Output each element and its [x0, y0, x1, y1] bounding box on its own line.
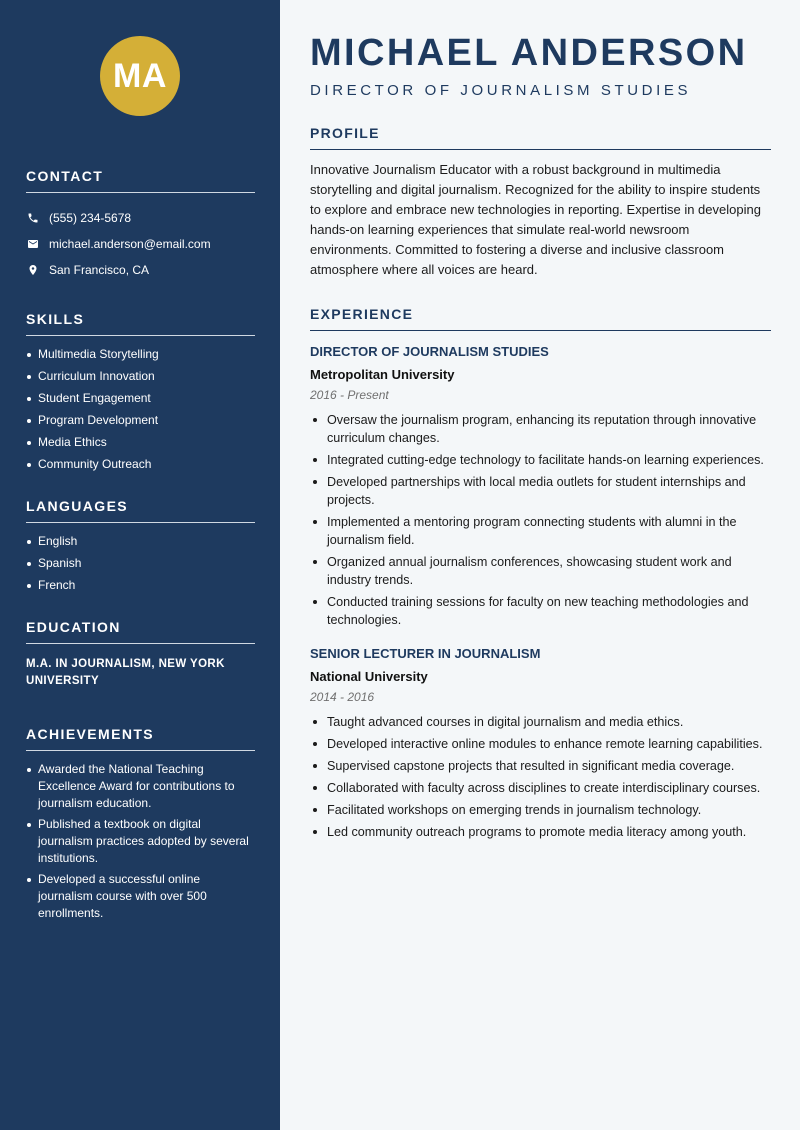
phone-icon — [26, 211, 40, 225]
languages-heading: LANGUAGES — [26, 498, 255, 523]
job-role: DIRECTOR OF JOURNALISM STUDIES — [310, 344, 549, 359]
education-heading: EDUCATION — [26, 619, 255, 644]
skill-item: Multimedia Storytelling — [26, 346, 255, 363]
job-bullet: Integrated cutting-edge technology to facilitate hands-on learning experiences. — [310, 451, 771, 469]
contact-heading: CONTACT — [26, 168, 255, 193]
job-dates: 2014 - 2016 — [310, 690, 375, 704]
experience-section — [310, 306, 771, 841]
job-bullets — [310, 411, 771, 629]
skills-list — [26, 346, 255, 473]
avatar: MA — [100, 36, 180, 116]
job-entry — [310, 343, 771, 629]
achievement-item: Developed a successful online journalism course with over 500 enrollments. — [26, 871, 255, 922]
skills-heading: SKILLS — [26, 311, 255, 336]
achievement-item: Awarded the National Teaching Excellence Award for contributions to journalism education. — [26, 761, 255, 812]
contact-list — [26, 205, 255, 283]
skill-item: Curriculum Innovation — [26, 368, 255, 385]
job-bullets — [310, 713, 771, 841]
skills-section — [26, 311, 255, 473]
location-pin-icon — [26, 263, 40, 277]
profile-section — [310, 125, 771, 280]
job-organization: National University — [310, 669, 428, 684]
languages-list — [26, 533, 255, 594]
job-bullet: Developed partnerships with local media outlets for student internships and projects. — [310, 473, 771, 509]
job-bullet: Oversaw the journalism program, enhancing its reputation through innovative curriculum changes. — [310, 411, 771, 447]
skill-item: Community Outreach — [26, 456, 255, 473]
languages-section — [26, 498, 255, 594]
achievements-heading: ACHIEVEMENTS — [26, 726, 255, 751]
email-icon — [26, 237, 40, 251]
job-bullet: Conducted training sessions for faculty on new teaching methodologies and technologies. — [310, 593, 771, 629]
education-section — [26, 619, 255, 690]
skill-item: Program Development — [26, 412, 255, 429]
job-bullet: Facilitated workshops on emerging trends in journalism technology. — [310, 801, 771, 819]
contact-section — [26, 168, 255, 283]
experience-heading: EXPERIENCE — [310, 306, 771, 331]
job-role: SENIOR LECTURER IN JOURNALISM — [310, 646, 541, 661]
profile-heading: PROFILE — [310, 125, 771, 150]
job-bullet: Developed interactive online modules to enhance remote learning capabilities. — [310, 735, 771, 753]
job-bullet: Implemented a mentoring program connecting students with alumni in the journalism field. — [310, 513, 771, 549]
candidate-name: MICHAEL ANDERSON — [310, 32, 748, 74]
skill-item: Media Ethics — [26, 434, 255, 451]
candidate-title: DIRECTOR OF JOURNALISM STUDIES — [310, 82, 692, 99]
sidebar — [0, 0, 280, 1130]
education-degree: M.A. IN JOURNALISM, NEW YORK UNIVERSITY — [26, 658, 225, 687]
job-bullet: Led community outreach programs to promote media literacy among youth. — [310, 823, 771, 841]
contact-location-text: San Francisco, CA — [49, 263, 150, 277]
achievement-item: Published a textbook on digital journalism practices adopted by several institutions. — [26, 816, 255, 867]
contact-phone — [26, 205, 255, 231]
achievements-list — [26, 761, 255, 922]
contact-phone-text: (555) 234-5678 — [49, 211, 132, 225]
profile-text: Innovative Journalism Educator with a robust background in multimedia storytelling and digital journalism. Recognized for the ability to inspire students to explore and embrace new technologies in reporting. Expertise in developing hands-on learning experiences that simulate real-world newsroom environments. Committed to fostering a diverse and inclusive classroom atmosphere where all voices are heard. — [310, 162, 761, 277]
job-organization: Metropolitan University — [310, 367, 455, 382]
skill-item: Student Engagement — [26, 390, 255, 407]
contact-email — [26, 231, 255, 257]
language-item: English — [26, 533, 255, 550]
achievements-section — [26, 726, 255, 922]
job-bullet: Collaborated with faculty across disciplines to create interdisciplinary courses. — [310, 779, 771, 797]
language-item: French — [26, 577, 255, 594]
contact-email-text: michael.anderson@email.com — [49, 237, 211, 251]
job-bullet: Taught advanced courses in digital journalism and media ethics. — [310, 713, 771, 731]
job-entry — [310, 645, 771, 841]
main-content — [280, 0, 800, 1130]
contact-location — [26, 257, 255, 283]
job-dates: 2016 - Present — [310, 388, 389, 402]
job-bullet: Supervised capstone projects that resulted in significant media coverage. — [310, 757, 771, 775]
language-item: Spanish — [26, 555, 255, 572]
job-bullet: Organized annual journalism conferences, showcasing student work and industry trends. — [310, 553, 771, 589]
